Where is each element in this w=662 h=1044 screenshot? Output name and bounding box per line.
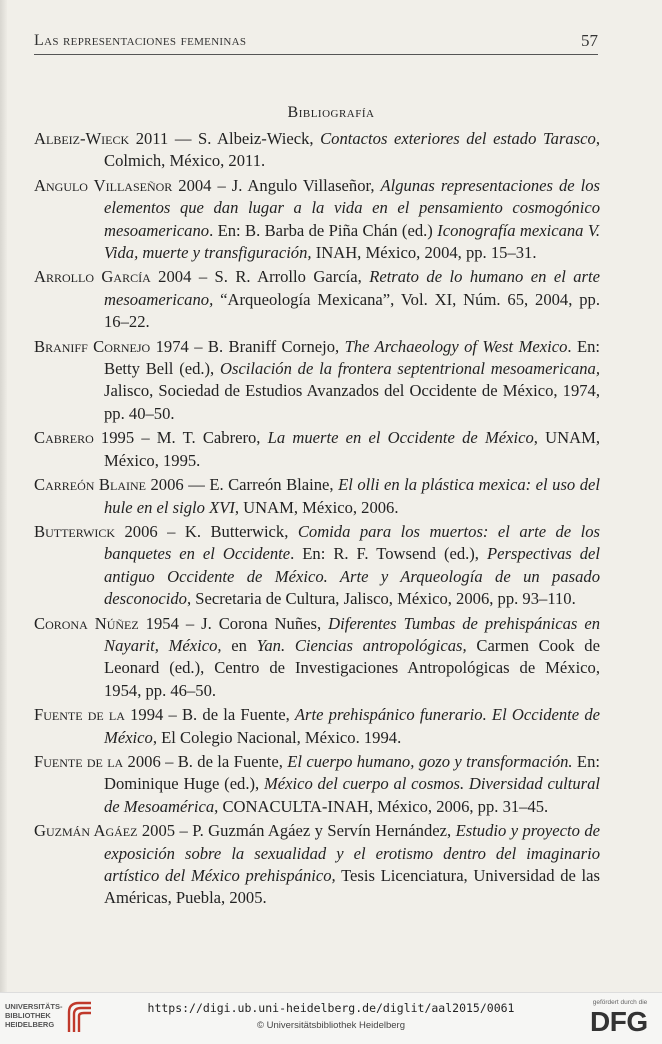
entry-text: – P. Guzmán Agáez y Servín Hernández, [175,821,456,841]
entry-key: Fuente de la 2006 [34,751,161,771]
entry-text: , El Colegio Nacional, México. 1994. [152,727,402,747]
entry-title-italic: Iconografía mexicana V. Vida, muerte y transfiguración, [104,220,600,263]
entry-text: Tesis Licenciatura, Universidad de las Américas, Puebla, 2005. [104,866,600,908]
bibliography-entry [34,704,600,749]
entry-text: – S. R. Arrollo García, [191,267,370,287]
entry-text: , UNAM, México, 2006. [234,497,399,517]
source-url[interactable]: https://digi.ub.uni-heidelberg.de/diglit/aal2015/0061 [147,1001,515,1015]
running-head-title: Las representaciones femeninas [34,32,247,49]
entry-title-italic: The Archaeology of West Mexico [344,336,568,356]
entry-text: – B. de la Fuente, [163,705,295,725]
entry-text: Carmen Cook de Leonard (ed.), Centro de Investigaciones Antropológicas de México, 1954, pp. 46–50. [104,635,600,700]
entry-text: – J. Corona Nuñes, [178,613,329,633]
entry-text: – B. de la Fuente, [160,751,288,771]
entry-title-italic: Yan. Ciencias antropológicas, [256,635,467,655]
entry-title-italic: Comida para los muertos: el arte de los banquetes en el Occidente [104,521,600,564]
entry-key: Braniff Cornejo 1974 [34,336,189,356]
bibliography-entry [34,266,600,333]
bibliography-entry [34,336,600,426]
entry-title-italic: El cuerpo humano, gozo y transformación. [287,751,573,771]
entry-title-italic: Diferentes Tumbas de prehispánicas en Nayarit, México, [104,613,601,655]
entry-title-italic: Contactos exteriores del estado Tarasco [320,129,596,148]
entry-title-italic: Retrato de lo humano en el arte mesoamericano, [104,267,600,309]
entry-title-italic: Estudio y proyecto de exposición sobre la sexualidad y el erotismo dentro del imaginario artístico del México prehispánico, [104,821,601,885]
section-title: Bibliografía [287,104,375,121]
bibliography-entry [34,175,600,265]
entry-title-italic: La muerte en el Occidente de México [267,428,534,448]
entry-key: Cabrero 1995 [34,428,135,448]
entry-title-italic: Algunas representaciones de los elementos que dan lugar a la vida en el pensamiento cosmogónico mesoamericano [104,175,600,240]
entry-text: Jalisco, Sociedad de Estudios Avanzados del Occidente de México, 1974, pp. 40–50. [104,381,600,423]
entry-text: – J. Angulo Villaseñor, [211,175,381,195]
entry-text: — S. Albeiz-Wieck, [168,129,321,148]
entry-key: Fuente de la 1994 [34,705,164,725]
entry-text: . En: Betty Bell (ed.), [104,336,600,379]
entry-text: . En: R. F. Towsend (ed.), [290,544,487,564]
entry-key: Guzmán Agáez 2005 [34,821,176,841]
entry-key: Angulo Villaseñor 2004 [34,175,212,195]
entry-text: , Colmich, México, 2011. [104,129,600,171]
bibliography-entry [34,521,600,611]
footer-bar [0,992,662,1044]
dfg-logo: DFG [590,1006,648,1037]
bibliography-list [34,128,600,912]
entry-title-italic: México del cuerpo al cosmos. Diversidad cultural de Mesoamérica [104,774,600,816]
entry-key: Corona Núñez 1954 [34,613,179,633]
entry-key: Carreón Blaine 2006 [34,475,184,495]
entry-text: en [221,635,257,655]
funder-caption: gefördert durch die [592,999,648,1006]
entry-title-italic: El olli en la plástica mexica: el uso del hule en el siglo XVI [104,475,600,517]
bibliography-entry [34,820,600,910]
entry-title-italic: Oscilación de la frontera septentrional mesoamericana, [220,359,600,379]
entry-text: — E. Carreón Blaine, [183,475,339,495]
entry-title-italic: Perspectivas del antiguo Occidente de México. Arte y Arqueología de un pasado desconocido [104,544,600,609]
entry-text: INAH, México, 2004, pp. 15–31. [311,243,537,263]
bibliography-entry [34,613,600,703]
entry-key: Arrollo García 2004 [34,267,192,287]
entry-text: En: Dominique Huge (ed.), [104,751,600,794]
entry-text: – M. T. Cabrero, [134,428,268,448]
running-head [34,32,598,55]
entry-title-italic: Arte prehispánico funerario. El Occidente de México [104,705,600,747]
bibliography-entry [34,128,600,173]
entry-key: Albeiz-Wieck 2011 [34,129,169,148]
bibliography-entry [34,427,600,472]
page-edge [0,0,7,1000]
entry-text: . En: B. Barba de Piña Chán (ed.) [209,220,438,240]
entry-text: – B. Braniff Cornejo, [188,336,345,356]
library-logo-text: UNIVERSITÄTS- BIBLIOTHEK HEIDELBERG [5,1002,63,1029]
page-number: 57 [581,31,598,50]
entry-text: “Arqueología Mexicana”, Vol. XI, Núm. 65, 2004, pp. 16–22. [104,289,600,332]
entry-text: , CONACULTA-INAH, México, 2006, pp. 31–45. [214,796,549,816]
entry-text: – K. Butterwick, [157,521,298,541]
entry-text: , Secretaria de Cultura, Jalisco, México, 2006, pp. 93–110. [186,589,576,609]
bibliography-entry [34,751,600,818]
bibliography-entry [34,474,600,519]
entry-key: Butterwick 2006 [34,521,158,541]
entry-text: , UNAM, México, 1995. [104,428,600,470]
copyright-notice: © Universitätsbibliothek Heidelberg [257,1020,405,1031]
